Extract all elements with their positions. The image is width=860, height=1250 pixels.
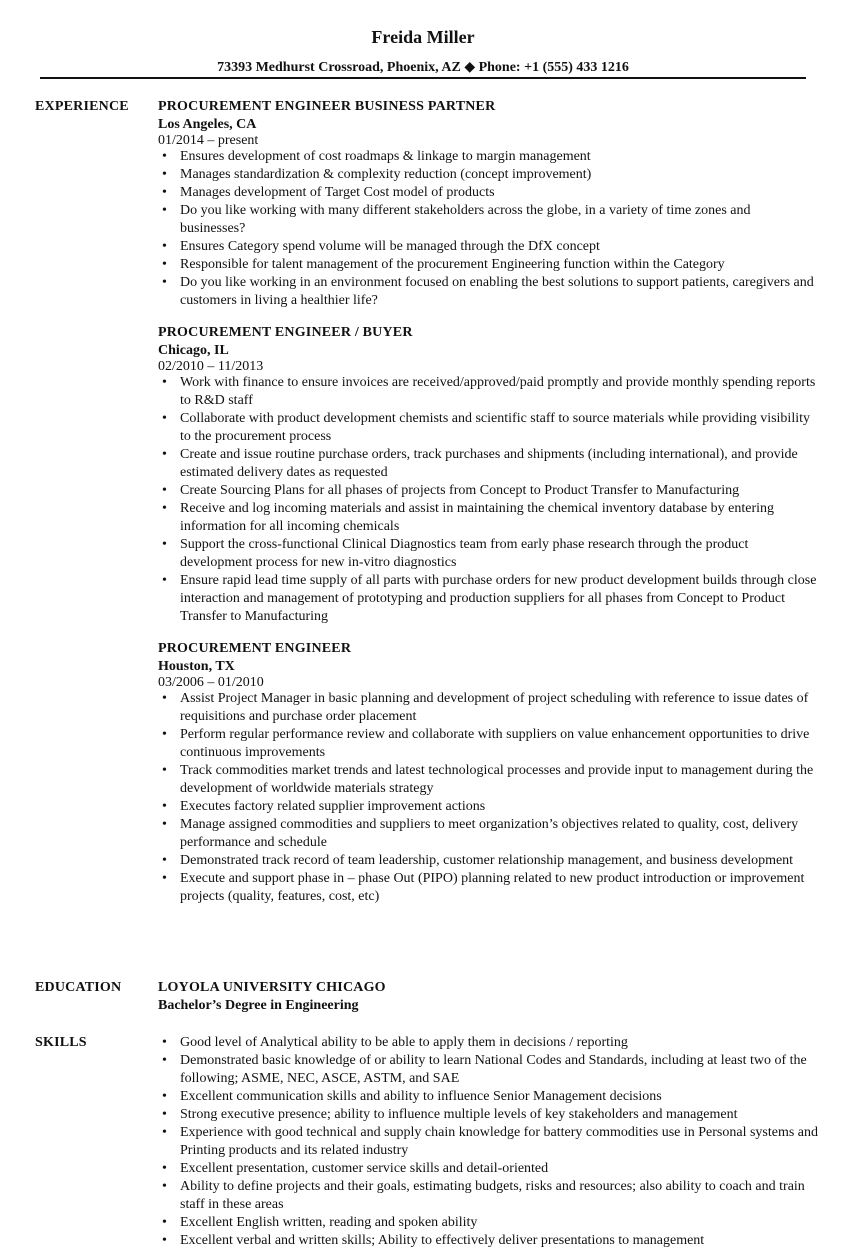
job-bullet: • Create and issue routine purchase orders, track purchases and shipments (including international), and provide estimated delivery dates as requested xyxy=(158,446,818,482)
job-bullet: • Execute and support phase in – phase Out (PIPO) planning related to new product introduction or improvement projects (quality, features, cost, etc) xyxy=(158,870,818,906)
job-title: PROCUREMENT ENGINEER / BUYER xyxy=(158,325,413,340)
degree: Bachelor’s Degree in Engineering xyxy=(158,998,359,1013)
job-bullet: • Do you like working with many different stakeholders across the globe, in a variety of time zones and businesses? xyxy=(158,202,818,238)
contact-line: 73393 Medhurst Crossroad, Phoenix, AZ ◆ Phone: +1 (555) 433 1216 xyxy=(217,60,629,75)
job-bullet: • Ensures Category spend volume will be managed through the DfX concept xyxy=(158,238,818,256)
job-entry xyxy=(158,324,818,626)
job-bullets xyxy=(158,148,818,310)
job-location: Houston, TX xyxy=(158,659,235,674)
job-bullet: • Receive and log incoming materials and assist in maintaining the chemical inventory database by entering information for all incoming chemicals xyxy=(158,500,818,536)
skill-bullet: • Excellent communication skills and ability to influence Senior Management decisions xyxy=(158,1088,818,1106)
school-name: LOYOLA UNIVERSITY CHICAGO xyxy=(158,980,386,995)
job-bullet: • Work with finance to ensure invoices are received/approved/paid promptly and provide monthly spending reports to R&D staff xyxy=(158,374,818,410)
job-bullet: • Manages standardization & complexity reduction (concept improvement) xyxy=(158,166,818,184)
job-location: Los Angeles, CA xyxy=(158,117,257,132)
job-bullet: • Do you like working in an environment focused on enabling the best solutions to support patients, caregivers and customers in living a healthier life? xyxy=(158,274,818,310)
job-dates: 01/2014 – present xyxy=(158,133,259,148)
skill-bullet: • Experience with good technical and supply chain knowledge for battery commodities use in Personal systems and Printing products and its related industry xyxy=(158,1124,818,1160)
skill-bullet: • Good level of Analytical ability to be able to apply them in decisions / reporting xyxy=(158,1034,818,1052)
job-bullets xyxy=(158,374,818,626)
job-entry xyxy=(158,640,818,906)
job-bullet: • Manages development of Target Cost model of products xyxy=(158,184,818,202)
job-bullet: • Collaborate with product development chemists and scientific staff to source materials while providing visibility to the procurement process xyxy=(158,410,818,446)
job-bullet: • Create Sourcing Plans for all phases of projects from Concept to Product Transfer to Manufacturing xyxy=(158,482,818,500)
education-body xyxy=(158,979,818,1014)
job-dates: 03/2006 – 01/2010 xyxy=(158,675,264,690)
skills-body xyxy=(158,1034,818,1250)
header-divider xyxy=(40,77,806,79)
job-bullet: • Executes factory related supplier improvement actions xyxy=(158,798,818,816)
job-bullet: • Assist Project Manager in basic planning and development of project scheduling with reference to issue dates of requisitions and purchase order placement xyxy=(158,690,818,726)
experience-body xyxy=(158,98,818,920)
skill-bullet: • Excellent English written, reading and spoken ability xyxy=(158,1214,818,1232)
skill-bullet: • Excellent presentation, customer service skills and detail-oriented xyxy=(158,1160,818,1178)
skill-bullet: • Excellent verbal and written skills; Ability to effectively deliver presentations to management xyxy=(158,1232,818,1250)
job-bullet: • Responsible for talent management of the procurement Engineering function within the Category xyxy=(158,256,818,274)
skill-bullet: • Strong executive presence; ability to influence multiple levels of key stakeholders and management xyxy=(158,1106,818,1124)
experience-heading: EXPERIENCE xyxy=(35,99,129,114)
job-bullet: • Ensure rapid lead time supply of all parts with purchase orders for new product development builds through close interaction and management of prototyping and production suppliers for all phases from Concept to Product Transfer to Manufacturing xyxy=(158,572,818,626)
job-bullet: • Demonstrated track record of team leadership, customer relationship management, and business development xyxy=(158,852,818,870)
job-bullets xyxy=(158,690,818,906)
education-heading: EDUCATION xyxy=(35,980,122,995)
skills-heading: SKILLS xyxy=(35,1035,87,1050)
job-title: PROCUREMENT ENGINEER BUSINESS PARTNER xyxy=(158,99,496,114)
job-bullet: • Ensures development of cost roadmaps & linkage to margin management xyxy=(158,148,818,166)
job-entry xyxy=(158,98,818,310)
job-dates: 02/2010 – 11/2013 xyxy=(158,359,264,374)
job-bullet: • Perform regular performance review and collaborate with suppliers on value enhancement opportunities to drive continuous improvements xyxy=(158,726,818,762)
job-bullet: • Manage assigned commodities and suppliers to meet organization’s objectives related to quality, cost, delivery performance and schedule xyxy=(158,816,818,852)
job-title: PROCUREMENT ENGINEER xyxy=(158,641,352,656)
job-bullet: • Track commodities market trends and latest technological processes and provide input to management during the development of worldwide materials strategy xyxy=(158,762,818,798)
job-location: Chicago, IL xyxy=(158,343,229,358)
skills-bullets xyxy=(158,1034,818,1250)
candidate-name: Freida Miller xyxy=(371,27,475,47)
skill-bullet: • Demonstrated basic knowledge of or ability to learn National Codes and Standards, including at least two of the following; ASME, NEC, ASCE, ASTM, and SAE xyxy=(158,1052,818,1088)
skill-bullet: • Ability to define projects and their goals, estimating budgets, risks and resources; also ability to coach and train staff in these areas xyxy=(158,1178,818,1214)
job-bullet: • Support the cross-functional Clinical Diagnostics team from early phase research through the product development process for new in-vitro diagnostics xyxy=(158,536,818,572)
